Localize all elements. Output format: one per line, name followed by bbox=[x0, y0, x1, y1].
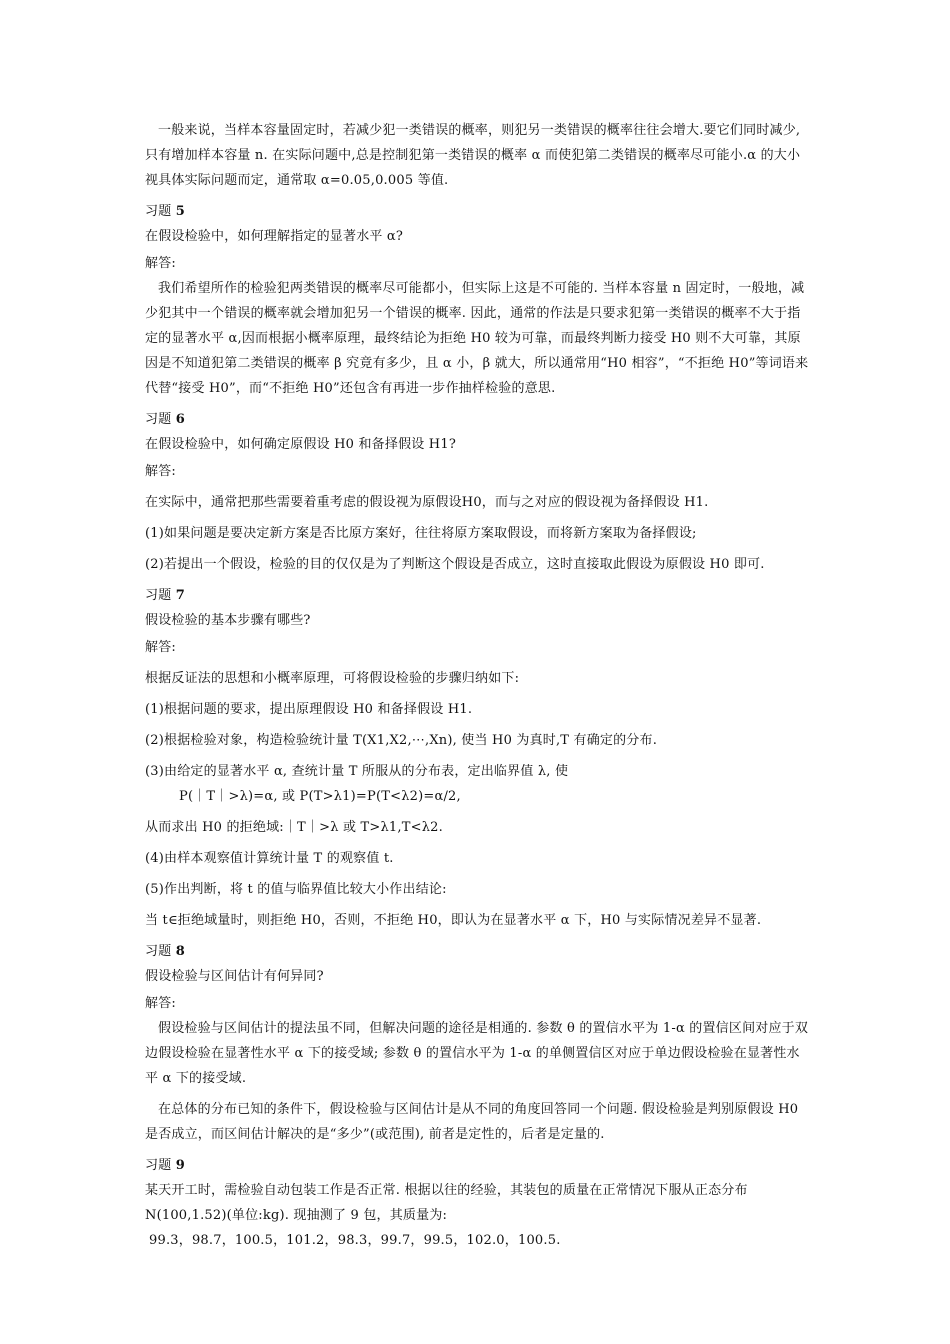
exercise-number: 6 bbox=[175, 412, 185, 427]
exercise-label: 习题 bbox=[145, 1158, 172, 1173]
exercise-7-answer-line: 从而求出 H0 的拒绝域:｜T｜>λ 或 T>λ1,T<λ2. bbox=[145, 820, 443, 835]
exercise-8-answer-paragraph: 在总体的分布已知的条件下，假设检验与区间估计是从不同的角度回答同一个问题. 假设检验是判别原假设 H0 是否成立，而区间估计解决的是“多少”(或范围), 前者是定性的，后者是定量的. bbox=[145, 1102, 799, 1142]
exercise-9-heading bbox=[145, 1153, 810, 1178]
exercise-label: 习题 bbox=[145, 412, 172, 427]
exercise-6-question: 在假设检验中，如何确定原假设 H0 和备择假设 H1? bbox=[145, 437, 456, 452]
exercise-label: 习题 bbox=[145, 588, 172, 603]
exercise-7-answer-line: 根据反证法的思想和小概率原理，可将假设检验的步骤归纳如下: bbox=[145, 671, 520, 686]
exercise-6-heading bbox=[145, 407, 810, 432]
intro-paragraph: 一般来说，当样本容量固定时，若减少犯一类错误的概率，则犯另一类错误的概率往往会增大.要它们同时减少,只有增加样本容量 n. 在实际问题中,总是控制犯第一类错误的概率 α 而使犯第二类错误的概率尽可能小.α 的大小视具体实际问题而定，通常取 α=0.05,0.005 等值. bbox=[145, 123, 801, 188]
exercise-6-answer-label: 解答: bbox=[145, 464, 176, 479]
exercise-8-answer-label: 解答: bbox=[145, 996, 176, 1011]
exercise-number: 5 bbox=[175, 204, 185, 219]
exercise-5-answer-label: 解答: bbox=[145, 256, 176, 271]
exercise-number: 8 bbox=[175, 944, 185, 959]
document-page bbox=[145, 118, 810, 1253]
exercise-number: 7 bbox=[175, 588, 185, 603]
exercise-5-question: 在假设检验中，如何理解指定的显著水平 α? bbox=[145, 229, 404, 244]
exercise-7-heading bbox=[145, 583, 810, 608]
exercise-5-answer: 我们希望所作的检验犯两类错误的概率尽可能都小，但实际上这是不可能的. 当样本容量 n 固定时，一般地，减少犯其中一个错误的概率就会增加犯另一个错误的概率. 因此，通常的作法是只要求犯第一类错误的概率不大于指定的显著水平 α,因而根据小概率原理，最终结论为拒绝 H0 较为可靠，而最终判断力接受 H0 则不大可靠，其原因是不知道犯第二类错误的概率 β 究竟有多少，且 α 小，β 就大，所以通常用“H0 相容”，“不拒绝 H0”等词语来代替“接受 H0”，而“不拒绝 H0”还包含有再进一步作抽样检验的意思. bbox=[145, 281, 809, 396]
exercise-9-data: 99.3，98.7，100.5，101.2，98.3，99.7，99.5，102.0，100.5. bbox=[149, 1233, 561, 1248]
exercise-8-question: 假设检验与区间估计有何异同? bbox=[145, 969, 324, 984]
exercise-7-answer-line: (1)根据问题的要求，提出原理假设 H0 和备择假设 H1. bbox=[145, 702, 473, 717]
exercise-6-answer-line: 在实际中，通常把那些需要着重考虑的假设视为原假设H0，而与之对应的假设视为备择假设 H1. bbox=[145, 495, 709, 510]
exercise-7-formula: P(｜T｜>λ)=α, 或 P(T>λ1)=P(T<λ2)=α/2, bbox=[179, 789, 461, 804]
exercise-9-question: 某天开工时，需检验自动包装工作是否正常. 根据以往的经验，其装包的质量在正常情况下服从正态分布 N(100,1.52)(单位:kg). 现抽测了 9 包，其质量为: bbox=[145, 1183, 748, 1223]
exercise-number: 9 bbox=[175, 1158, 185, 1173]
exercise-8-heading bbox=[145, 939, 810, 964]
exercise-7-answer-line: (5)作出判断，将 t 的值与临界值比较大小作出结论: bbox=[145, 882, 447, 897]
exercise-7-answer-line: (2)根据检验对象，构造检验统计量 T(X1,X2,⋯,Xn), 使当 H0 为真时,T 有确定的分布. bbox=[145, 733, 658, 748]
exercise-6-answer-line: (1)如果问题是要决定新方案是否比原方案好，往往将原方案取假设，而将新方案取为备择假设; bbox=[145, 526, 697, 541]
exercise-label: 习题 bbox=[145, 944, 172, 959]
exercise-7-answer-line: (4)由样本观察值计算统计量 T 的观察值 t. bbox=[145, 851, 394, 866]
exercise-7-question: 假设检验的基本步骤有哪些? bbox=[145, 613, 311, 628]
exercise-5-heading bbox=[145, 199, 810, 224]
exercise-6-answer-line: (2)若提出一个假设，检验的目的仅仅是为了判断这个假设是否成立，这时直接取此假设为原假设 H0 即可. bbox=[145, 557, 765, 572]
exercise-7-answer-line: 当 t∈拒绝域量时，则拒绝 H0，否则，不拒绝 H0，即认为在显著水平 α 下，H0 与实际情况差异不显著. bbox=[145, 913, 762, 928]
exercise-7-answer-line: (3)由给定的显著水平 α, 查统计量 T 所服从的分布表，定出临界值 λ, 使 bbox=[145, 764, 569, 779]
exercise-8-answer-paragraph: 假设检验与区间估计的提法虽不同，但解决问题的途径是相通的. 参数 θ 的置信水平为 1-α 的置信区间对应于双边假设检验在显著性水平 α 下的接受域; 参数 θ 的置信水平为 1-α 的单侧置信区对应于单边假设检验在显著性水平 α 下的接受域. bbox=[145, 1021, 809, 1086]
exercise-7-answer-label: 解答: bbox=[145, 640, 176, 655]
exercise-label: 习题 bbox=[145, 204, 172, 219]
